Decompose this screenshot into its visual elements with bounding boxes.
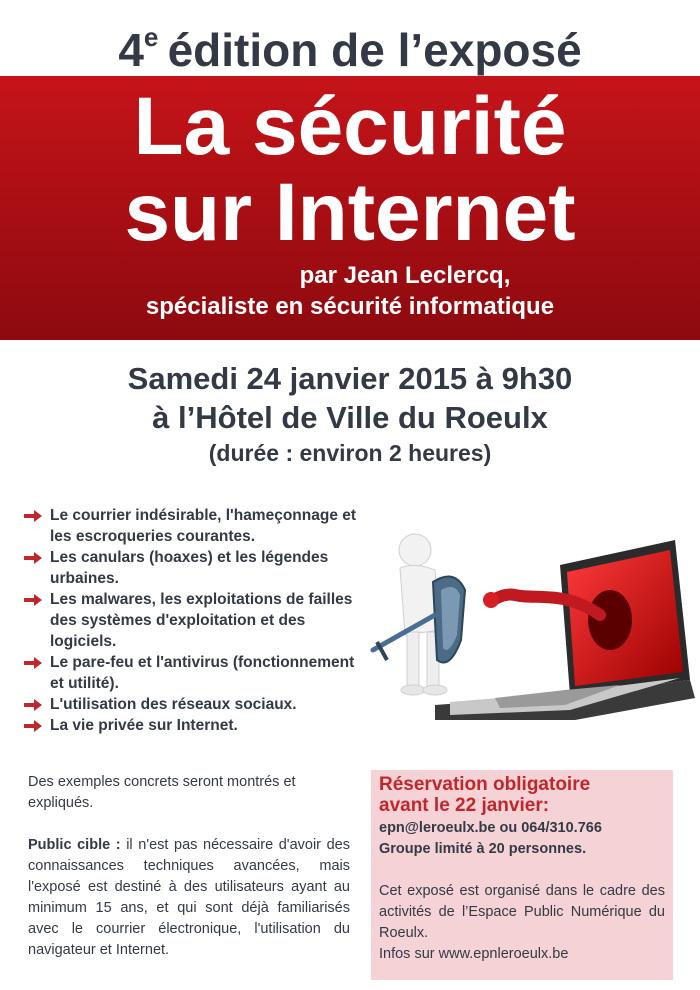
event-place: à l’Hôtel de Ville du Roeulx (152, 400, 548, 435)
arrow-right-icon (24, 720, 42, 732)
edition-superscript: e (143, 22, 159, 52)
event-info (0, 360, 700, 468)
topic-text: La vie privée sur Internet. (50, 717, 238, 734)
title-line-2: sur Internet (124, 167, 576, 258)
event-duration: (durée : environ 2 heures) (208, 440, 492, 466)
arrow-right-icon (24, 657, 42, 669)
arrow-right-icon (24, 699, 42, 711)
arrow-right-icon (24, 510, 42, 522)
list-item (22, 652, 362, 694)
reservation-title-2: avant le 22 janvier: (379, 795, 550, 816)
reservation-box (371, 770, 673, 980)
edition-heading (0, 0, 700, 81)
list-item (22, 589, 362, 652)
list-item (22, 694, 362, 715)
edition-number: 4 (118, 24, 144, 76)
speaker-name: par Jean Leclercq, (299, 262, 511, 289)
title-line-1: La sécurité (133, 81, 567, 172)
reservation-title-1: Réservation obligatoire (379, 774, 591, 795)
organizer-note: Cet exposé est organisé dans le cadre des activités de l’Espace Public Numérique du Roeulx. (379, 883, 665, 941)
audience-label: Public cible : (28, 837, 121, 853)
audience-text: il n'est pas nécessaire d'avoir des connaissances techniques avancées, mais l'exposé est destiné à des utilisateurs ayant au minimum 15 ans, et qui sont déjà familiarisés avec le courrier électronique, l'utilisation du navigateur et Internet. (28, 837, 350, 958)
audience-paragraph (28, 835, 350, 961)
list-item (22, 547, 362, 589)
examples-paragraph: Des exemples concrets seront montrés et expliqués. (28, 774, 296, 811)
topics-list (22, 505, 362, 736)
topic-text: L'utilisation des réseaux sociaux. (50, 696, 297, 713)
header (0, 0, 700, 76)
topic-text: Les canulars (hoaxes) et les légendes urbaines. (50, 549, 329, 587)
laptop-defender-icon (365, 520, 695, 750)
event-date: Samedi 24 janvier 2015 à 9h30 (127, 361, 573, 396)
arrow-right-icon (24, 552, 42, 564)
speaker-role: spécialiste en sécurité informatique (145, 293, 555, 320)
edition-text: édition de l’exposé (167, 24, 582, 76)
reservation-limit: Groupe limité à 20 personnes. (379, 841, 587, 857)
list-item (22, 715, 362, 736)
topic-text: Le courrier indésirable, l'hameçonnage et les escroqueries courantes. (50, 507, 357, 545)
reservation-contact[interactable]: epn@leroeulx.be ou 064/310.766 (379, 820, 602, 836)
topic-text: Les malwares, les exploitations de failles des systèmes d'exploitation et des logiciels. (50, 591, 353, 650)
topic-text: Le pare-feu et l'antivirus (fonctionnement et utilité). (50, 654, 355, 692)
security-illustration (365, 520, 695, 750)
arrow-right-icon (24, 594, 42, 606)
title-banner (0, 76, 700, 340)
list-item (22, 505, 362, 547)
info-link[interactable]: Infos sur www.epnleroeulx.be (379, 946, 569, 962)
